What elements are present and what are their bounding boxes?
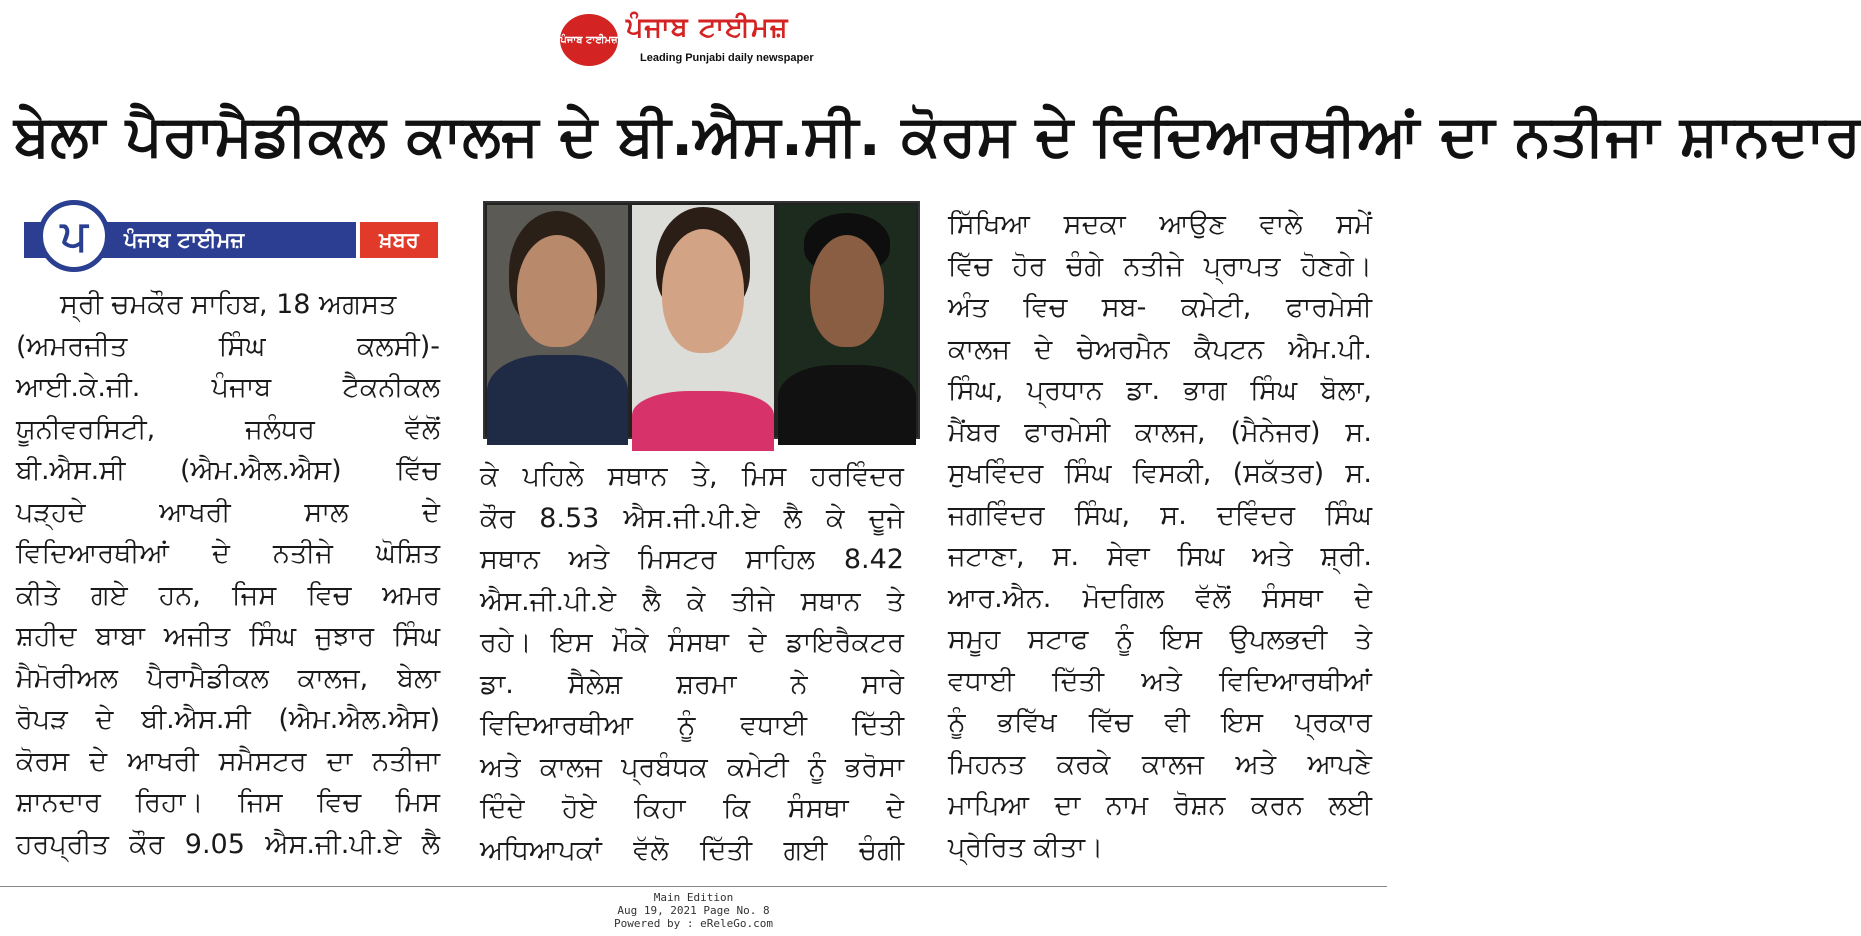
text-line: ਨੂੰ ਭਵਿੱਖ ਵਿੱਚ ਵੀ ਇਸ ਪ੍ਰਕਾਰ — [948, 707, 1372, 738]
banner-logo-letter: ਪ — [60, 211, 88, 260]
newspaper-logo: ਪੰਜਾਬ ਟਾਈਮਜ਼ — [560, 14, 618, 66]
student-photo-3 — [778, 205, 916, 435]
edition-label: Main Edition — [653, 891, 734, 904]
text-line: ਮਿਹਨਤ ਕਰਕੇ ਕਾਲਜ ਅਤੇ ਆਪਣੇ — [948, 748, 1372, 780]
text-line: ਕੀਤੇ ਗਏ ਹਨ, ਜਿਸ ਵਿਚ ਅਮਰ — [16, 579, 440, 611]
banner-tag: ਖ਼ਬਰ — [360, 222, 438, 258]
text-line: ਪੜ੍ਹਦੇ ਆਖਰੀ ਸਾਲ ਦੇ — [16, 496, 440, 528]
text-line: ਸਮੂਹ ਸਟਾਫ ਨੂੰ ਇਸ ਉਪਲਭਦੀ ਤੇ — [948, 624, 1372, 655]
text-line: ਆਈ.ਕੇ.ਜੀ. ਪੰਜਾਬ ਟੈਕਨੀਕਲ — [16, 372, 440, 403]
section-banner — [24, 200, 438, 278]
text-line: ਸਿੱਖਿਆ ਸਦਕਾ ਆਉਣ ਵਾਲੇ ਸਮੇਂ — [948, 209, 1372, 240]
text-line: ਸਿੰਘ, ਪ੍ਰਧਾਨ ਡਾ. ਭਾਗ ਸਿੰਘ ਬੋਲਾ, — [948, 375, 1372, 406]
student-photo-1 — [487, 205, 628, 435]
text-line: ਕਾਲਜ ਦੇ ਚੇਅਰਮੈਨ ਕੈਪਟਨ ਐਮ.ਪੀ. — [948, 333, 1372, 365]
text-line: ਮਾਪਿਆ ਦਾ ਨਾਮ ਰੋਸ਼ਨ ਕਰਨ ਲਈ — [948, 790, 1372, 821]
text-line: ਵਿਦਿਆਰਥੀਆਂ ਦੇ ਨਤੀਜੇ ਘੋਸ਼ਿਤ — [16, 538, 440, 569]
text-line: ਪ੍ਰੇਰਿਤ ਕੀਤਾ। — [948, 831, 1104, 863]
text-line: ਵਿਦਿਆਰਥੀਆ ਨੂੰ ਵਧਾਈ ਦਿੱਤੀ — [480, 710, 904, 741]
text-line: ਸਥਾਨ ਅਤੇ ਮਿਸਟਰ ਸਾਹਿਲ 8.42 — [480, 544, 904, 575]
date-page-label: Aug 19, 2021 Page No. 8 — [617, 904, 770, 917]
text-line: ਹਰਪ੍ਰੀਤ ਕੌਰ 9.05 ਐਸ.ਜੀ.ਪੀ.ਏ ਲੈ — [16, 828, 440, 860]
newspaper-name: ਪੰਜਾਬ ਟਾਈਮਜ਼ — [626, 12, 789, 43]
powered-by-link[interactable]: Powered by : eReleGo.com — [614, 917, 773, 930]
masthead — [0, 0, 1387, 78]
student-photo-2 — [632, 205, 774, 435]
text-line: ਐਸ.ਜੀ.ਪੀ.ਏ ਲੈ ਕੇ ਤੀਜੇ ਸਥਾਨ ਤੇ — [480, 585, 904, 617]
article-column-2 — [480, 456, 904, 886]
article-headline: ਬੇਲਾ ਪੈਰਾਮੈਡੀਕਲ ਕਾਲਜ ਦੇ ਬੀ.ਐਸ.ਸੀ. ਕੋਰਸ ਦੇ ਵਿਦਿਆਰਥੀਆਂ ਦਾ ਨਤੀਜਾ ਸ਼ਾਨਦਾਰ — [14, 103, 1861, 169]
text-line: ਡਾ. ਸੈਲੇਸ਼ ਸ਼ਰਮਾ ਨੇ ਸਾਰੇ — [480, 668, 904, 700]
text-line: ਯੂਨੀਵਰਸਿਟੀ, ਜਲੰਧਰ ਵੱਲੋਂ — [16, 413, 440, 445]
article-column-1 — [16, 284, 440, 884]
text-line: ਸ਼ਹੀਦ ਬਾਬਾ ਅਜੀਤ ਸਿੰਘ ਜੁਝਾਰ ਸਿੰਘ — [16, 621, 440, 652]
text-line: ਜਗਵਿੰਦਰ ਸਿੰਘ, ਸ. ਦਵਿੰਦਰ ਸਿੰਘ — [948, 499, 1372, 531]
newspaper-tagline: Leading Punjabi daily newspaper — [640, 52, 814, 64]
text-line: ਅੰਤ ਵਿਚ ਸਬ- ਕਮੇਟੀ, ਫਾਰਮੇਸੀ — [948, 292, 1372, 323]
text-line: ਸ੍ਰੀ ਚਮਕੌਰ ਸਾਹਿਬ, 18 ਅਗਸਤ — [60, 289, 397, 320]
text-line: ਅਤੇ ਕਾਲਜ ਪ੍ਰਬੰਧਕ ਕਮੇਟੀ ਨੂੰ ਭਰੋਸਾ — [480, 751, 904, 783]
text-line: ਮੈਮੋਰੀਅਲ ਪੈਰਾਮੈਡੀਕਲ ਕਾਲਜ, ਬੇਲਾ — [16, 662, 440, 694]
text-line: ਸ਼ਾਨਦਾਰ ਰਿਹਾ। ਜਿਸ ਵਿਚ ਮਿਸ — [16, 787, 440, 818]
text-line: (ਅਮਰਜੀਤ ਸਿੰਘ ਕਲਸੀ)- — [16, 330, 440, 362]
text-line: ਮੈਂਬਰ ਫਾਰਮੇਸੀ ਕਾਲਜ, (ਮੈਨੇਜਰ) ਸ. — [948, 416, 1372, 448]
text-line: ਦਿੰਦੇ ਹੋਏ ਕਿਹਾ ਕਿ ਸੰਸਥਾ ਦੇ — [480, 793, 904, 824]
text-line: ਜਟਾਣਾ, ਸ. ਸੇਵਾ ਸਿਘ ਅਤੇ ਸ਼੍ਰੀ. — [948, 541, 1372, 572]
text-line: ਕੋਰਸ ਦੇ ਆਖਰੀ ਸਮੈਸਟਰ ਦਾ ਨਤੀਜਾ — [16, 745, 440, 777]
text-line: ਅਧਿਆਪਕਾਂ ਵੱਲੋ ਦਿੱਤੀ ਗਈ ਚੰਗੀ — [480, 834, 904, 866]
text-line: ਵਧਾਈ ਦਿੱਤੀ ਅਤੇ ਵਿਦਿਆਰਥੀਆਂ — [948, 665, 1372, 697]
text-line: ਰਹੇ। ਇਸ ਮੌਕੇ ਸੰਸਥਾ ਦੇ ਡਾਇਰੈਕਟਰ — [480, 627, 904, 658]
banner-logo-icon — [38, 200, 110, 272]
text-line: ਆਰ.ਐਨ. ਮੋਦਗਿਲ ਵੱਲੋਂ ਸੰਸਥਾ ਦੇ — [948, 582, 1372, 614]
text-line: ਬੀ.ਐਸ.ਸੀ (ਐਮ.ਐਲ.ਐਸ) ਵਿੱਚ — [16, 455, 440, 486]
footer-divider — [0, 886, 1387, 887]
text-line: ਵਿੱਚ ਹੋਰ ਚੰਗੇ ਨਤੀਜੇ ਪ੍ਰਾਪਤ ਹੋਣਗੇ। — [948, 250, 1372, 282]
text-line: ਸੁਖਵਿੰਦਰ ਸਿੰਘ ਵਿਸਕੀ, (ਸਕੱਤਰ) ਸ. — [948, 458, 1372, 489]
text-line: ਕੌਰ 8.53 ਐਸ.ਜੀ.ਪੀ.ਏ ਲੈ ਕੇ ਦੂਜੇ — [480, 502, 904, 534]
student-photos — [483, 201, 920, 439]
page-footer — [0, 891, 1387, 930]
text-line: ਕੇ ਪਹਿਲੇ ਸਥਾਨ ਤੇ, ਮਿਸ ਹਰਵਿੰਦਰ — [480, 461, 904, 492]
article-column-3 — [948, 204, 1372, 884]
banner-name: ਪੰਜਾਬ ਟਾਈਮਜ਼ — [24, 222, 356, 258]
text-line: ਰੋਪੜ ਦੇ ਬੀ.ਐਸ.ਸੀ (ਐਮ.ਐਲ.ਐਸ) — [16, 704, 440, 735]
